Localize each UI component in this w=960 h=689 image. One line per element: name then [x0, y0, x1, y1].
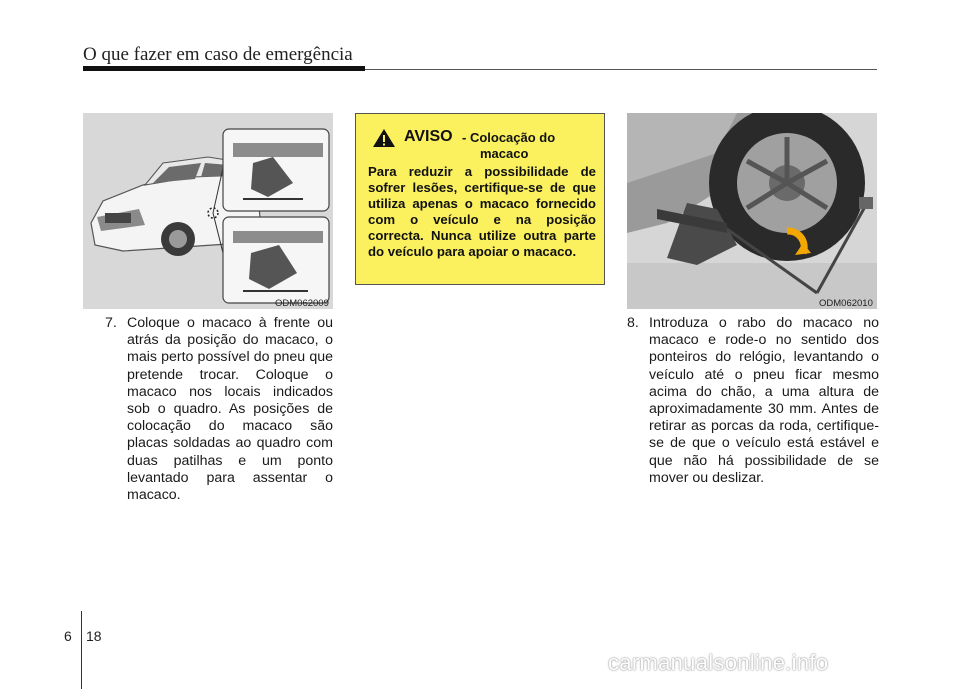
warning-triangle-icon	[372, 128, 396, 148]
page-number: 18	[86, 628, 102, 644]
figure-code-left: ODM062009	[275, 298, 329, 309]
figure-code-right: ODM062010	[819, 298, 873, 309]
chapter-number: 6	[64, 628, 72, 644]
step-8-number: 8.	[627, 315, 639, 331]
header-rule-thick	[83, 66, 365, 71]
jack-raise-illustration	[627, 113, 877, 309]
jack-handle-drawing	[627, 113, 877, 309]
warning-subtitle-line1: - Colocação do	[462, 130, 556, 145]
warning-body: Para reduzir a possibilidade de sofrer lesões, certifique-se de que utiliza apenas o macaco fornecido com o veículo e na posição correcta. Nunca utilize outra parte do veículo para apoiar o macaco.	[368, 164, 596, 260]
watermark: carmanualsonline.info	[608, 650, 829, 675]
car-jack-drawing	[83, 113, 333, 309]
step-7-text: Coloque o macaco à frente ou atrás da posição do macaco, o mais perto possível do pneu que pretende trocar. Coloque o macaco nos locais indicados sob o quadro. As posições de colocação do macaco são placas soldadas ao quadro com duas patilhas e um ponto levantado para assentar o macaco.	[127, 315, 333, 504]
jack-position-illustration	[83, 113, 333, 309]
footer-divider	[81, 611, 82, 689]
step-8	[627, 315, 879, 487]
step-8-text: Introduza o rabo do macaco no macaco e rode-o no sentido dos ponteiros do relógio, levantando o veículo até o pneu ficar mesmo acima do chão, a uma altura de aproximadamente 30 mm. Antes de retirar as porcas da roda, certifique-se de que o veículo está estável e que não há possibilidade de se mover ou deslizar.	[649, 315, 879, 486]
step-7-number: 7.	[105, 315, 117, 331]
page-header-title: O que fazer em caso de emergência	[83, 44, 353, 65]
warning-subtitle-line2: macaco	[480, 146, 529, 161]
warning-title: AVISO	[404, 128, 453, 145]
step-7	[105, 315, 333, 504]
warning-subtitle	[462, 130, 602, 162]
warning-box	[355, 113, 605, 285]
header-rule-thin	[365, 69, 877, 70]
